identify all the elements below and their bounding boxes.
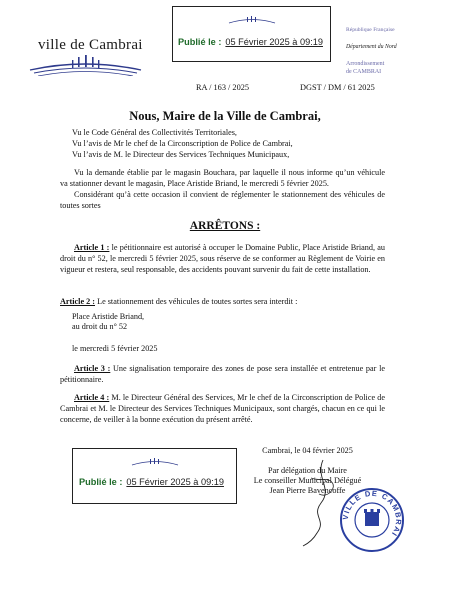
publication-stamp-top <box>172 6 331 62</box>
vu-line: Vu l’avis de M. le Directeur des Services Techniques Municipaux, <box>72 150 290 159</box>
publie-date: 05 Février 2025 à 09:19 <box>225 37 323 47</box>
reference-dgst: DGST / DM / 61 2025 <box>300 83 375 92</box>
article-1-text: le pétitionnaire est autorisé à occuper le Domaine Public, Place Aristide Briand, au droit du n° 52, le mercredi 5 février 2025, sous réserve de se conformer au Règlement de Voirie en vigueur et restera, seul responsable, des accidents pouvant survenir du fait de cette installation. <box>60 243 385 274</box>
article-2-label: Article 2 : <box>60 297 96 306</box>
stamp-logo-icon <box>227 15 277 25</box>
article-3-label: Article 3 : <box>74 364 111 373</box>
article-4-text: M. le Directeur Général des Services, Mr le chef de la Circonscription de Police de Cambrai et M. le Directeur des Services Techniques Municipaux, sont chargés, chacun en ce qui le concerne, de veiller à la bonne exécution du présent arrêté. <box>60 393 385 424</box>
article-1-label: Article 1 : <box>74 243 110 252</box>
signature-name: Jean Pierre Bavencoffe <box>269 486 346 495</box>
article-2-place: Place Aristide Briand, <box>72 312 145 321</box>
publie-label: Publié le : <box>79 477 123 487</box>
page-title: Nous, Maire de la Ville de Cambrai, <box>129 109 321 123</box>
arrondissement-line1: Arrondissement <box>346 61 385 67</box>
arretons-heading: ARRÊTONS : <box>189 220 261 232</box>
publication-info <box>79 477 224 487</box>
republique-label: République Française <box>346 27 395 33</box>
publie-date: 05 Février 2025 à 09:19 <box>126 477 224 487</box>
request-paragraph: Vu la demande établie par le magasin Bouchara, par laquelle il nous informe qu’un véhicule va stationner devant le magasin, Place Aristide Briand, le mercredi 5 février 2025. <box>60 168 385 188</box>
consideration-paragraph: Considérant qu’à cette occasion il convient de réglementer le stationnement des véhicules de toutes sortes <box>60 190 385 210</box>
handwritten-signature-icon <box>293 458 343 548</box>
city-logo-text: ville de Cambrai <box>38 37 143 53</box>
seal-text: VILLE DE CAMBRAI <box>340 488 404 539</box>
article-4 <box>60 393 385 425</box>
signature-place-date: Cambrai, le 04 février 2025 <box>262 446 353 455</box>
signature-role: Le conseiller Municipal Délégué <box>253 476 362 485</box>
stamp-logo-icon <box>130 457 180 467</box>
reference-ra: RA / 163 / 2025 <box>196 83 250 92</box>
city-logo-icon <box>28 54 143 76</box>
article-2-date: le mercredi 5 février 2025 <box>72 344 158 353</box>
article-2-location: au droit du n° 52 <box>72 322 128 331</box>
article-3 <box>60 364 385 386</box>
vu-line: Vu le Code Général des Collectivités Territoriales, <box>72 128 237 137</box>
city-seal-icon <box>338 486 406 554</box>
departement-label: Département du Nord <box>346 44 397 50</box>
article-4-label: Article 4 : <box>74 393 110 402</box>
publie-label: Publié le : <box>178 37 222 47</box>
article-3-text: Une signalisation temporaire des zones de pose sera installée et entretenue par le pétitionnaire. <box>60 364 385 384</box>
article-2-text: Le stationnement des véhicules de toutes sortes sera interdit : <box>95 297 298 306</box>
article-1 <box>60 243 385 275</box>
signature-delegation: Par délégation du Maire <box>268 466 347 475</box>
publication-stamp-bottom <box>72 448 237 504</box>
publication-info <box>178 37 323 47</box>
arrondissement-line2: de CAMBRAI <box>346 69 382 75</box>
article-2 <box>60 297 385 308</box>
vu-line: Vu l’avis de Mr le chef de la Circonscription de Police de Cambrai, <box>72 139 293 148</box>
